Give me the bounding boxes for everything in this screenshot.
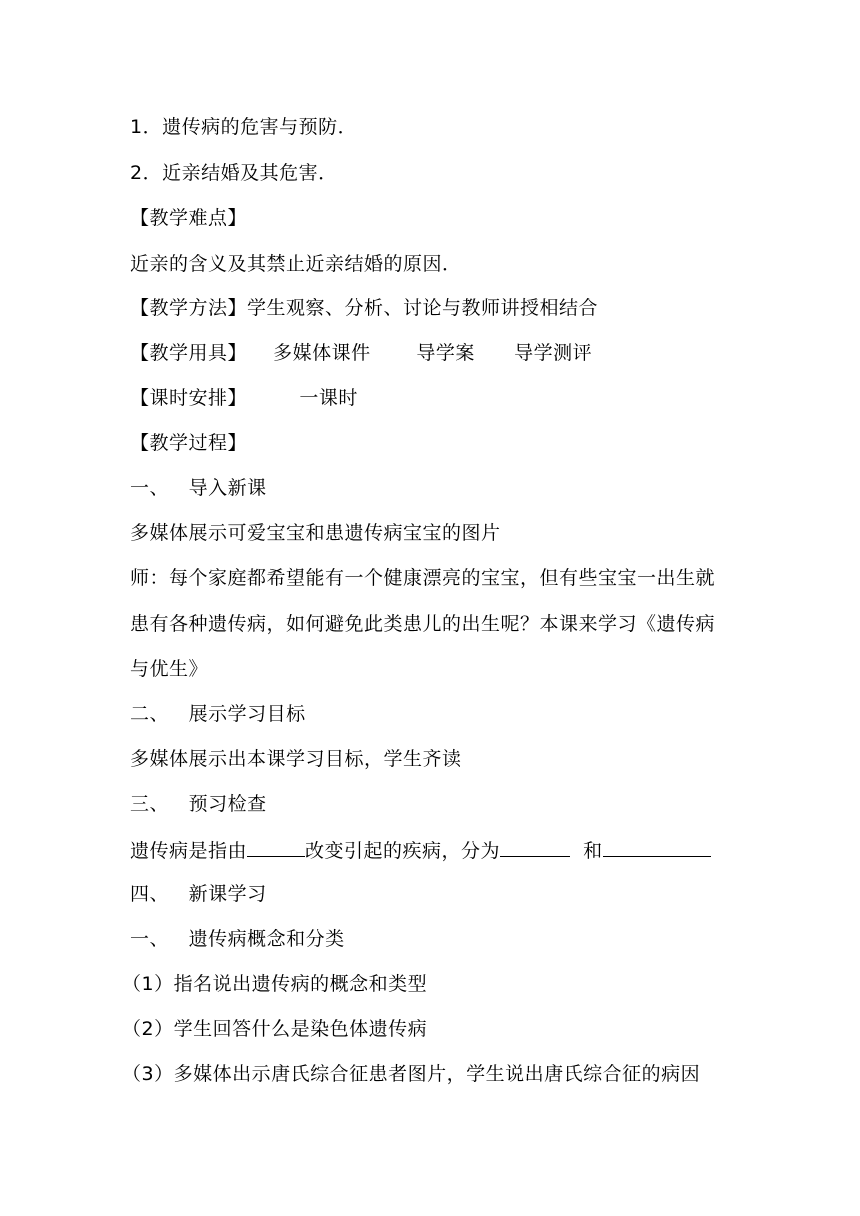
numbered-heading: 三、 预习检查 [130, 793, 267, 815]
section-heading: 【教学难点】 [130, 207, 248, 229]
text-line: 1．遗传病的危害与预防． [130, 116, 358, 138]
text-line: （1）指名说出遗传病的概念和类型 [122, 973, 428, 995]
section-heading: 【教学过程】 [130, 432, 248, 454]
text-line: 与优生》 [130, 658, 209, 680]
fill-blank-text: 遗传病是指由 [130, 840, 248, 862]
answer-blank [603, 837, 711, 857]
text-line: 患有各种遗传病，如何避免此类患儿的出生呢？本课来学习《遗传病 [130, 613, 716, 635]
text-line: 【教学用具】 多媒体课件 导学案 导学测评 [130, 342, 593, 364]
fill-blank-text: 和 [570, 840, 603, 862]
answer-blank [500, 837, 570, 857]
numbered-heading: 二、 展示学习目标 [130, 703, 306, 725]
text-line: 【教学方法】学生观察、分析、讨论与教师讲授相结合 [130, 297, 599, 319]
text-line: （2）学生回答什么是染色体遗传病 [122, 1018, 428, 1040]
fill-blank-text: 改变引起的疾病，分为 [305, 840, 501, 862]
fill-in-blank-line [130, 837, 711, 863]
answer-blank [247, 837, 305, 857]
text-line: 多媒体展示出本课学习目标，学生齐读 [130, 748, 462, 770]
text-line: 近亲的含义及其禁止近亲结婚的原因． [130, 253, 462, 275]
numbered-heading: 四、 新课学习 [130, 883, 267, 905]
text-line: 2．近亲结婚及其危害． [130, 162, 338, 184]
text-line: 师：每个家庭都希望能有一个健康漂亮的宝宝，但有些宝宝一出生就 [130, 567, 716, 589]
numbered-heading: 一、 导入新课 [130, 477, 267, 499]
text-line: 多媒体展示可爱宝宝和患遗传病宝宝的图片 [130, 522, 501, 544]
numbered-heading: 一、 遗传病概念和分类 [130, 928, 345, 950]
text-line: （3）多媒体出示唐氏综合征患者图片，学生说出唐氏综合征的病因 [122, 1063, 701, 1085]
text-line: 【课时安排】 一课时 [130, 387, 358, 409]
